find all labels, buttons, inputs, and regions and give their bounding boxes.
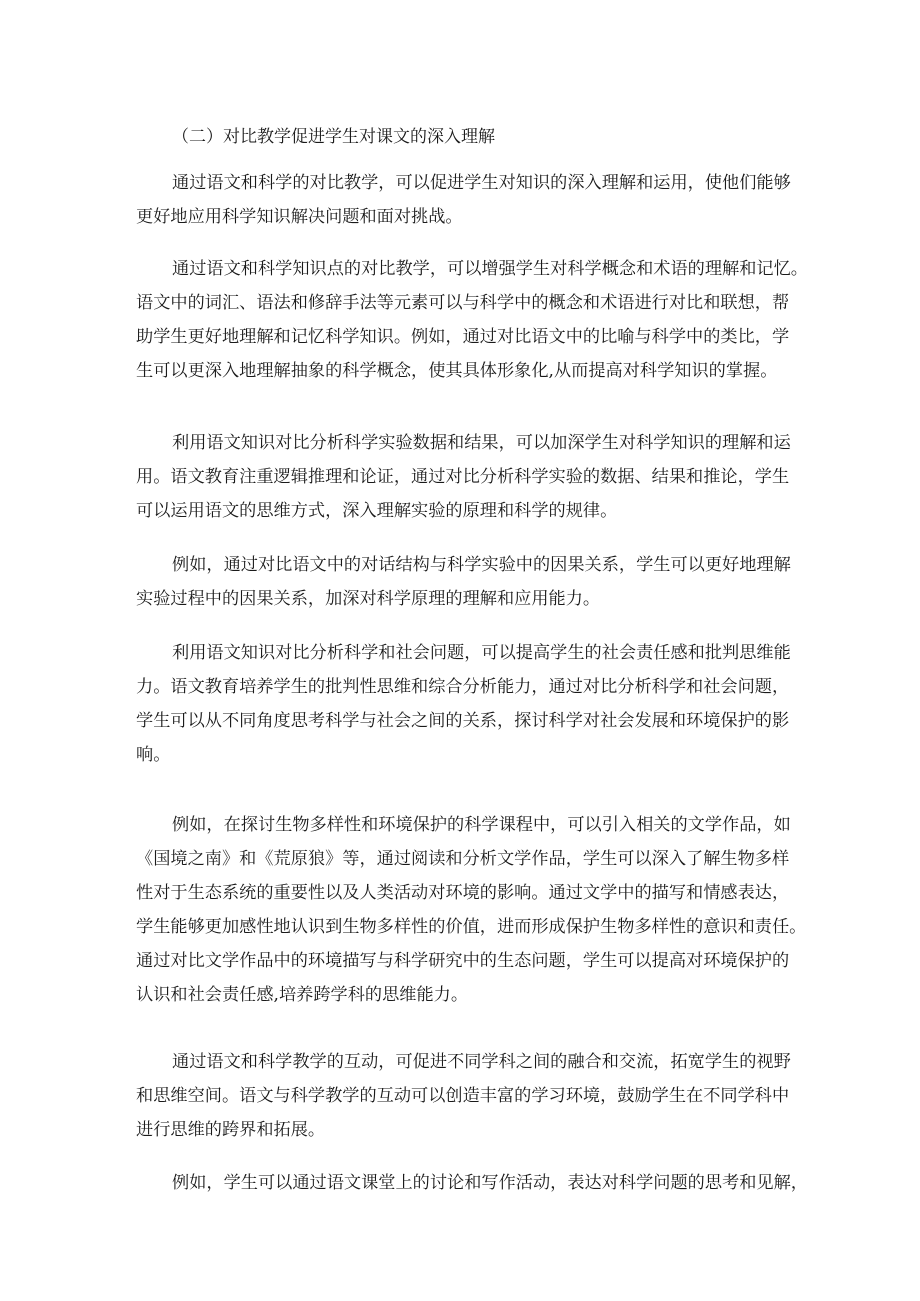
paragraph bbox=[136, 166, 796, 234]
paragraph bbox=[136, 1045, 796, 1147]
paragraph bbox=[136, 426, 796, 528]
text-line: 通过语文和科学的对比教学，可以促进学生对知识的深入理解和运用，使他们能够 bbox=[172, 173, 791, 193]
text-line: 通过语文和科学知识点的对比教学，可以增强学生对科学概念和术语的理解和记忆。 bbox=[172, 259, 808, 279]
text-line: 用。语文教育注重逻辑推理和论证，通过对比分析科学实验的数据、结果和推论，学生 bbox=[136, 467, 790, 487]
text-line: 性对于生态系统的重要性以及人类活动对环境的影响。通过文学中的描写和情感表达， bbox=[136, 883, 790, 903]
text-line: 实验过程中的因果关系，加深对科学原理的理解和应用能力。 bbox=[136, 589, 601, 609]
text-line: 通过语文和科学教学的互动，可促进不同学科之间的融合和交流，拓宽学生的视野 bbox=[172, 1052, 791, 1072]
text-line: 学生可以从不同角度思考科学与社会之间的关系，探讨科学对社会发展和环境保护的影 bbox=[136, 711, 790, 731]
text-line: 响。 bbox=[136, 745, 171, 765]
text-line: 和思维空间。语文与科学教学的互动可以创造丰富的学习环境，鼓励学生在不同学科中 bbox=[136, 1086, 790, 1106]
text-line: 语文中的词汇、语法和修辞手法等元素可以与科学中的概念和术语进行对比和联想，帮 bbox=[136, 293, 790, 313]
text-line: 《国境之南》和《荒原狼》等，通过阅读和分析文学作品，学生可以深入了解生物多样 bbox=[136, 849, 790, 869]
text-line: 力。语文教育培养学生的批判性思维和综合分析能力，通过对比分析科学和社会问题， bbox=[136, 677, 790, 697]
text-line: 通过对比文学作品中的环境描写与科学研究中的生态问题，学生可以提高对环境保护的 bbox=[136, 951, 790, 971]
paragraph bbox=[136, 1166, 808, 1200]
text-line: 例如，通过对比语文中的对话结构与科学实验中的因果关系，学生可以更好地理解 bbox=[172, 555, 791, 575]
paragraph bbox=[136, 636, 796, 772]
text-line: 可以运用语文的思维方式，深入理解实验的原理和科学的规律。 bbox=[136, 501, 618, 521]
paragraph bbox=[136, 252, 808, 388]
text-line: 学生能够更加感性地认识到生物多样性的价值，进而形成保护生物多样性的意识和责任。 bbox=[136, 917, 807, 937]
text-line: 助学生更好地理解和记忆科学知识。例如，通过对比语文中的比喻与科学中的类比，学 bbox=[136, 327, 790, 347]
paragraph bbox=[136, 808, 807, 1012]
text-line: 例如，在探讨生物多样性和环境保护的科学课程中，可以引入相关的文学作品，如 bbox=[172, 815, 791, 835]
text-line: 利用语文知识对比分析科学实验数据和结果，可以加深学生对科学知识的理解和运 bbox=[172, 433, 791, 453]
text-line: 进行思维的跨界和拓展。 bbox=[136, 1120, 326, 1140]
text-line: 生可以更深入地理解抽象的科学概念，使其具体形象化,从而提高对科学知识的掌握。 bbox=[136, 361, 778, 381]
section-heading: （二）对比教学促进学生对课文的深入理解 bbox=[172, 127, 495, 147]
text-line: 例如，学生可以通过语文课堂上的讨论和写作活动，表达对科学问题的思考和见解， bbox=[172, 1173, 808, 1193]
text-line: 利用语文知识对比分析科学和社会问题，可以提高学生的社会责任感和批判思维能 bbox=[172, 643, 791, 663]
paragraph bbox=[136, 548, 796, 616]
text-line: 更好地应用科学知识解决问题和面对挑战。 bbox=[136, 207, 463, 227]
text-line: 认识和社会责任感,培养跨学科的思维能力。 bbox=[136, 985, 469, 1005]
